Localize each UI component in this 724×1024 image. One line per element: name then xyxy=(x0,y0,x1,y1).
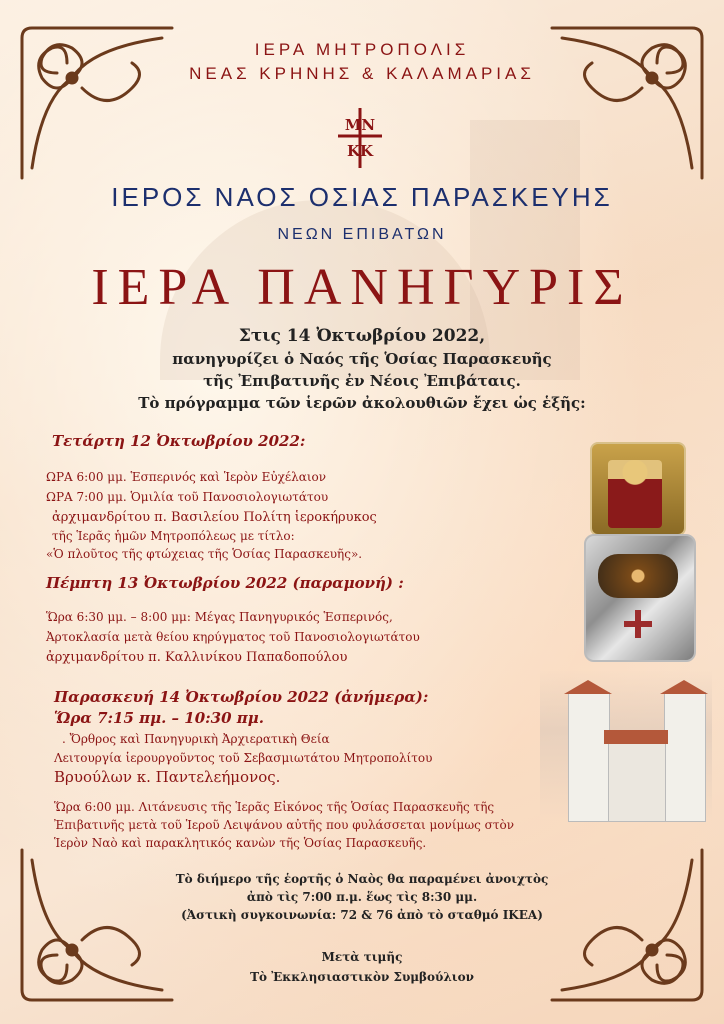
day-3-line-3: Βρυούλων κ. Παντελεήμονος. xyxy=(54,768,281,786)
day-2-heading: Πέμπτη 13 Ὀκτωβρίου 2022 (παραμονή) : xyxy=(46,574,404,592)
day-3-evening-line-3: Ἱερὸν Ναὸ καὶ παρακλητικός κανὼν τῆς Ὁσίας Παρασκευῆς. xyxy=(54,836,427,850)
church-left-tower xyxy=(568,692,610,822)
church-building-photo xyxy=(540,670,712,820)
closing-line-1: Μετὰ τιμῆς xyxy=(321,950,403,964)
day-3-evening-line-1: Ὥρα 6:00 μμ. Λιτάνευσις τῆς Ἱερᾶς Εἰκόνος τῆς Ὁσίας Παρασκευῆς τῆς xyxy=(54,800,495,814)
notice-line-1: Τὸ διήμερο τῆς ἑορτῆς ὁ Ναὸς θα παραμένει ἀνοιχτὸς xyxy=(175,872,549,886)
monogram-bottom-letters: ΚΚ xyxy=(346,142,374,160)
day-1-line-2: ΩΡΑ 7:00 μμ. Ὁμιλία τοῦ Πανοσιολογιωτάτου xyxy=(46,490,329,504)
church-name: ΙΕΡΟΣ ΝΑΟΣ ΟΣΙΑΣ ΠΑΡΑΣΚΕΥΗΣ xyxy=(111,182,613,212)
corner-ornament-bottom-left xyxy=(12,840,182,1010)
reliquary-window xyxy=(598,554,678,598)
cross-ornament-icon xyxy=(622,608,654,640)
metropolis-monogram-seal xyxy=(332,106,388,170)
church-right-tower-roof xyxy=(660,680,708,694)
day-3-line-2: Λειτουργία ἱερουργοῦντος τοῦ Σεβασμιωτάτου Μητροπολίτου xyxy=(54,751,433,765)
intro-line-1: Στις 14 Ὀκτωβρίου 2022, xyxy=(238,326,486,346)
monogram-top-letters: ΜΝ xyxy=(344,116,376,134)
day-1-heading: Τετάρτη 12 Ὀκτωβρίου 2022: xyxy=(52,432,306,450)
notice-line-3: (Ἀστικὴ συγκοινωνία: 72 & 76 ἀπὸ τὸ σταθμό ΙΚΕΑ) xyxy=(181,908,543,922)
day-1-line-5: «Ὁ πλοῦτος τῆς φτώχειας τῆς Ὁσίας Παρασκευῆς». xyxy=(46,547,363,561)
page-title: ΙΕΡΑ ΠΑΝΗΓΥΡΙΣ xyxy=(91,259,633,316)
day-3-heading: Παρασκευή 14 Ὀκτωβρίου 2022 (ἀνήμερα): xyxy=(54,688,429,706)
intro-line-4: Τὸ πρόγραμμα τῶν ἱερῶν ἀκολουθιῶν ἔχει ὡς ἑξῆς: xyxy=(138,394,586,412)
intro-line-2: πανηγυρίζει ὁ Ναός τῆς Ὁσίας Παρασκευῆς xyxy=(172,350,552,368)
metropolis-name-line1: ΙΕΡΑ ΜΗΤΡΟΠΟΛΙΣ xyxy=(254,40,470,59)
day-1-line-3: ἀρχιμανδρίτου π. Βασιλείου Πολίτη ἱεροκήρυκος xyxy=(52,510,377,525)
day-2-line-1: Ὥρα 6:30 μμ. – 8:00 μμ: Μέγας Πανηγυρικός Ἑσπερινός, xyxy=(46,610,393,624)
day-2-line-3: ἀρχιμανδρίτου π. Καλλινίκου Παπαδοπούλου xyxy=(46,650,348,665)
metropolis-name-line2: ΝΕΑΣ ΚΡΗΝΗΣ & ΚΑΛΑΜΑΡΙΑΣ xyxy=(189,64,535,83)
day-3-evening-line-2: Ἐπιβατινῆς μετὰ τοῦ Ἱεροῦ Λειψάνου αὐτῆς που φυλάσσεται μονίμως στὸν xyxy=(54,818,515,832)
church-nave-roof xyxy=(604,730,668,744)
saint-icon-figure xyxy=(608,460,662,528)
church-nave xyxy=(608,742,666,822)
day-1-line-4: τῆς Ἱερᾶς ἡμῶν Μητροπόλεως με τίτλο: xyxy=(52,529,295,543)
intro-line-3: τῆς Ἐπιβατινῆς ἐν Νέοις Ἐπιβάταις. xyxy=(203,372,521,390)
day-1-line-1: ΩΡΑ 6:00 μμ. Ἑσπερινός καὶ Ἱερὸν Εὐχέλαιον xyxy=(46,470,327,484)
closing-line-2: Τὸ Ἐκκλησιαστικὸν Συμβούλιον xyxy=(250,970,474,984)
day-3-line-1: . Ὄρθρος καὶ Πανηγυρικὴ Ἀρχιερατικὴ Θεία xyxy=(62,732,330,746)
day-2-line-2: Ἀρτοκλασία μετὰ θείου κηρύγματος τοῦ Πανοσιολογιωτάτου xyxy=(46,630,420,644)
saint-icon-reliquary-photo xyxy=(584,442,692,660)
corner-ornament-bottom-right xyxy=(542,840,712,1010)
notice-line-2: ἀπὸ τὶς 7:00 π.μ. ἕως τὶς 8:30 μμ. xyxy=(246,890,478,904)
church-left-tower-roof xyxy=(564,680,612,694)
church-place: ΝΕΩΝ ΕΠΙΒΑΤΩΝ xyxy=(277,226,447,243)
day-3-time: Ὥρα 7:15 πμ. – 10:30 πμ. xyxy=(54,709,264,727)
church-right-tower xyxy=(664,692,706,822)
